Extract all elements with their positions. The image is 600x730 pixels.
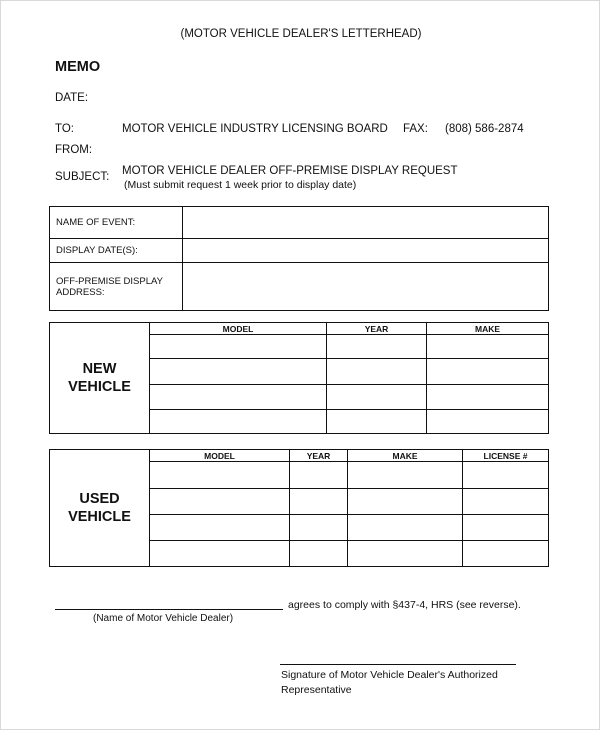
make-cell[interactable] [348, 541, 463, 567]
make-cell[interactable] [348, 489, 463, 515]
column-header-license: LICENSE # [463, 450, 549, 462]
used-vehicle-label [50, 450, 150, 567]
make-cell[interactable] [427, 359, 549, 385]
from-label: FROM: [55, 144, 93, 156]
subject-label: SUBJECT: [55, 171, 110, 183]
license-cell[interactable] [463, 489, 549, 515]
model-cell[interactable] [150, 515, 290, 541]
display-address-field[interactable] [183, 263, 549, 311]
column-header-year: YEAR [290, 450, 348, 462]
year-cell[interactable] [327, 410, 427, 434]
table-row [50, 207, 549, 239]
table-header-row [50, 323, 549, 335]
date-label: DATE: [55, 92, 89, 104]
year-cell[interactable] [327, 385, 427, 410]
make-cell[interactable] [427, 335, 549, 359]
year-cell[interactable] [290, 515, 348, 541]
column-header-model: MODEL [150, 450, 290, 462]
model-cell[interactable] [150, 335, 327, 359]
display-dates-label: DISPLAY DATE(S): [50, 239, 183, 263]
model-cell[interactable] [150, 385, 327, 410]
date-field[interactable] [123, 91, 273, 107]
to-label: TO: [55, 123, 74, 135]
new-vehicle-label-line1: NEW [82, 361, 117, 377]
display-dates-field[interactable] [183, 239, 549, 263]
year-cell[interactable] [290, 489, 348, 515]
letterhead-placeholder: (MOTOR VEHICLE DEALER'S LETTERHEAD) [180, 28, 422, 40]
new-vehicle-label [50, 323, 150, 434]
fax-value: (808) 586-2874 [445, 123, 524, 135]
table-row [50, 263, 549, 311]
dealer-name-caption: (Name of Motor Vehicle Dealer) [93, 613, 234, 624]
memo-title: MEMO [55, 59, 101, 75]
fax-label: FAX: [403, 123, 428, 135]
display-address-label-line1: OFF-PREMISE DISPLAY [56, 275, 163, 287]
display-address-label [50, 263, 183, 311]
license-cell[interactable] [463, 515, 549, 541]
event-name-field[interactable] [183, 207, 549, 239]
model-cell[interactable] [150, 489, 290, 515]
model-cell[interactable] [150, 462, 290, 489]
to-value: MOTOR VEHICLE INDUSTRY LICENSING BOARD [122, 123, 388, 135]
make-cell[interactable] [348, 462, 463, 489]
new-vehicle-table [49, 322, 549, 434]
model-cell[interactable] [150, 359, 327, 385]
make-cell[interactable] [427, 410, 549, 434]
year-cell[interactable] [290, 462, 348, 489]
make-cell[interactable] [348, 515, 463, 541]
signature-caption-line1: Signature of Motor Vehicle Dealer's Authorized [281, 669, 498, 681]
year-cell[interactable] [290, 541, 348, 567]
agreement-text: agrees to comply with §437-4, HRS (see reverse). [288, 599, 521, 611]
dealer-name-line[interactable] [55, 609, 283, 610]
column-header-make: MAKE [427, 323, 549, 335]
subject-note: (Must submit request 1 week prior to display date) [124, 179, 357, 191]
table-row [50, 239, 549, 263]
table-header-row [50, 450, 549, 462]
event-name-label: NAME OF EVENT: [50, 207, 183, 239]
column-header-make: MAKE [348, 450, 463, 462]
column-header-model: MODEL [150, 323, 327, 335]
subject-value: MOTOR VEHICLE DEALER OFF-PREMISE DISPLAY REQUEST [122, 165, 458, 177]
event-details-table [49, 206, 549, 311]
used-vehicle-label-line2: VEHICLE [68, 509, 131, 525]
used-vehicle-label-line1: USED [79, 491, 120, 507]
new-vehicle-label-line2: VEHICLE [68, 379, 131, 395]
display-address-label-line2: ADDRESS: [56, 286, 105, 298]
signature-caption-line2: Representative [281, 684, 352, 696]
make-cell[interactable] [427, 385, 549, 410]
signature-line[interactable] [280, 664, 516, 665]
model-cell[interactable] [150, 410, 327, 434]
year-cell[interactable] [327, 359, 427, 385]
column-header-year: YEAR [327, 323, 427, 335]
license-cell[interactable] [463, 541, 549, 567]
model-cell[interactable] [150, 541, 290, 567]
license-cell[interactable] [463, 462, 549, 489]
from-field[interactable] [123, 143, 383, 159]
used-vehicle-table [49, 449, 549, 567]
year-cell[interactable] [327, 335, 427, 359]
